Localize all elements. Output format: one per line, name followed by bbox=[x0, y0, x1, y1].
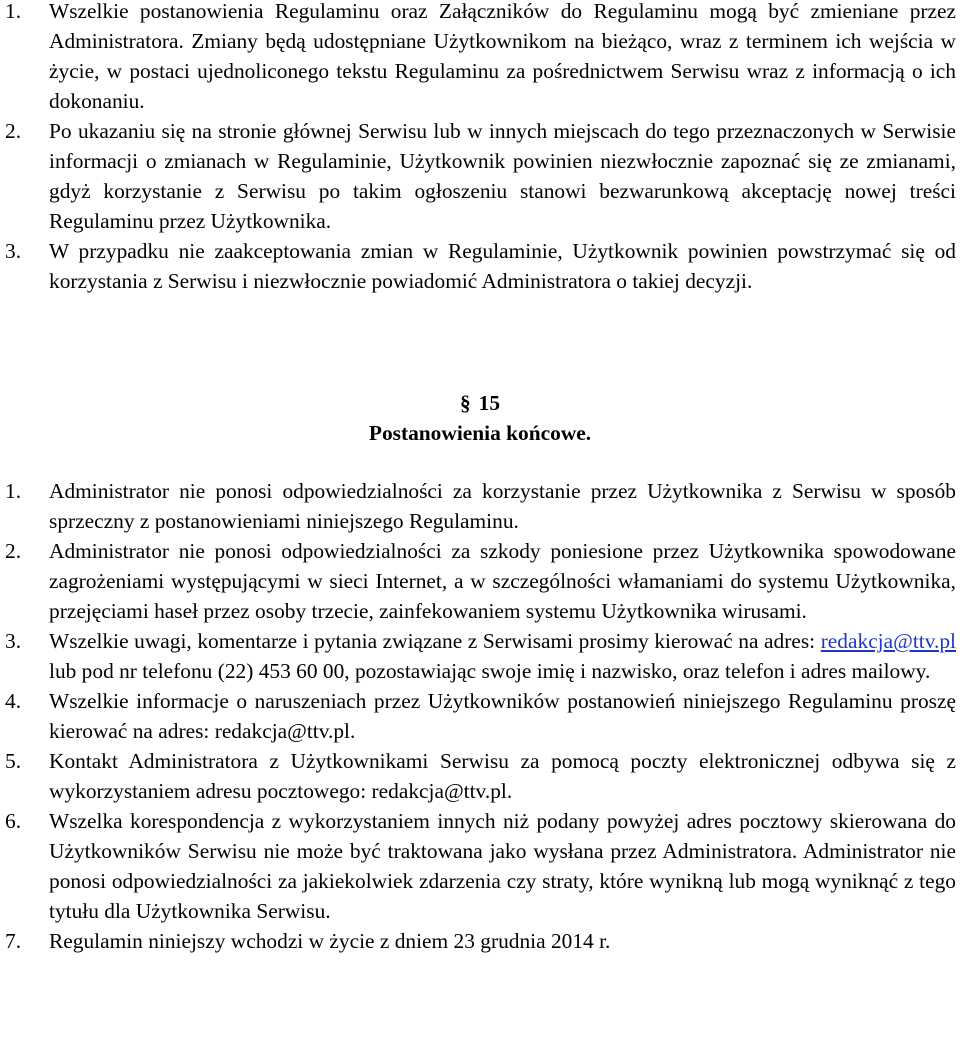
list-item bbox=[0, 236, 960, 296]
clause-text: Administrator nie ponosi odpowiedzialności za szkody poniesione przez Użytkownika spowodowane zagrożeniami występującymi w sieci Internet, a w szczególności włamaniami do systemu Użytkownika, przejęciami haseł przez osoby trzecie, zainfekowaniem systemu Użytkownika wirusami. bbox=[49, 539, 956, 623]
clause-text: Wszelkie postanowienia Regulaminu oraz Załączników do Regulaminu mogą być zmieniane przez Administratora. Zmiany będą udostępniane Użytkownikom na bieżąco, wraz z terminem ich wejścia w życie, w postaci ujednoliconego tekstu Regulaminu za pośrednictwem Serwisu wraz z informacją o ich dokonaniu. bbox=[49, 0, 956, 113]
section-title: Postanowienia końcowe. bbox=[368, 421, 592, 445]
amendment-clauses bbox=[0, 0, 960, 296]
list-item bbox=[0, 806, 960, 926]
clause-text: W przypadku nie zaakceptowania zmian w Regulaminie, Użytkownik powinien powstrzymać się od korzystania z Serwisu i niezwłocznie powiadomić Administratora o takiej decyzji. bbox=[49, 239, 956, 293]
section-number-heading bbox=[0, 388, 960, 418]
list-item bbox=[0, 686, 960, 746]
clause-text: Wszelkie informacje o naruszeniach przez Użytkowników postanowień niniejszego Regulaminu proszę kierować na adres: redakcja@ttv.pl. bbox=[49, 689, 956, 743]
clause-number: 2. bbox=[5, 539, 22, 563]
clause-text-before-link: Wszelkie uwagi, komentarze i pytania związane z Serwisami prosimy kierować na adres: bbox=[49, 629, 821, 653]
section-sign: § bbox=[459, 391, 471, 415]
clause-number: 5. bbox=[5, 749, 22, 773]
list-item bbox=[0, 0, 960, 116]
clause-number: 7. bbox=[5, 929, 22, 953]
clause-number: 3. bbox=[5, 629, 22, 653]
list-item bbox=[0, 476, 960, 536]
final-provisions-clauses bbox=[0, 476, 960, 956]
section-number: 15 bbox=[478, 391, 501, 415]
clause-text: Wszelka korespondencja z wykorzystaniem innych niż podany powyżej adres pocztowy skierowana do Użytkowników Serwisu nie może być traktowana jako wysłana przez Administratora. Administrator nie ponosi odpowiedzialności za jakiekolwiek zdarzenia czy straty, które wynikną lub mogą wyniknąć z tego tytułu dla Użytkownika Serwisu. bbox=[49, 809, 956, 923]
list-item bbox=[0, 626, 960, 686]
clause-number: 6. bbox=[5, 809, 22, 833]
clause-number: 4. bbox=[5, 689, 22, 713]
clause-number: 1. bbox=[5, 0, 22, 23]
clause-number: 1. bbox=[5, 479, 22, 503]
clause-text-after-link: lub pod nr telefonu (22) 453 60 00, pozostawiając swoje imię i nazwisko, oraz telefon i adres mailowy. bbox=[49, 659, 931, 683]
clause-text: Po ukazaniu się na stronie głównej Serwisu lub w innych miejscach do tego przeznaczonych w Serwisie informacji o zmianach w Regulaminie, Użytkownik powinien niezwłocznie zapoznać się ze zmianami, gdyż korzystanie z Serwisu po takim ogłoszeniu stanowi bezwarunkową akceptację nowej treści Regulaminu przez Użytkownika. bbox=[49, 119, 956, 233]
list-item bbox=[0, 116, 960, 236]
list-item bbox=[0, 746, 960, 806]
clause-text: Regulamin niniejszy wchodzi w życie z dniem 23 grudnia 2014 r. bbox=[49, 929, 611, 953]
clause-number: 3. bbox=[5, 239, 22, 263]
list-item bbox=[0, 926, 960, 956]
email-link-text: redakcja@ttv.pl bbox=[820, 629, 956, 653]
clause-text: Administrator nie ponosi odpowiedzialności za korzystanie przez Użytkownika z Serwisu w sposób sprzeczny z postanowieniami niniejszego Regulaminu. bbox=[49, 479, 956, 533]
clause-number: 2. bbox=[5, 119, 22, 143]
clause-text: Kontakt Administratora z Użytkownikami Serwisu za pomocą poczty elektronicznej odbywa się z wykorzystaniem adresu pocztowego: redakcja@ttv.pl. bbox=[49, 749, 956, 803]
list-item bbox=[0, 536, 960, 626]
email-link[interactable] bbox=[821, 629, 956, 653]
